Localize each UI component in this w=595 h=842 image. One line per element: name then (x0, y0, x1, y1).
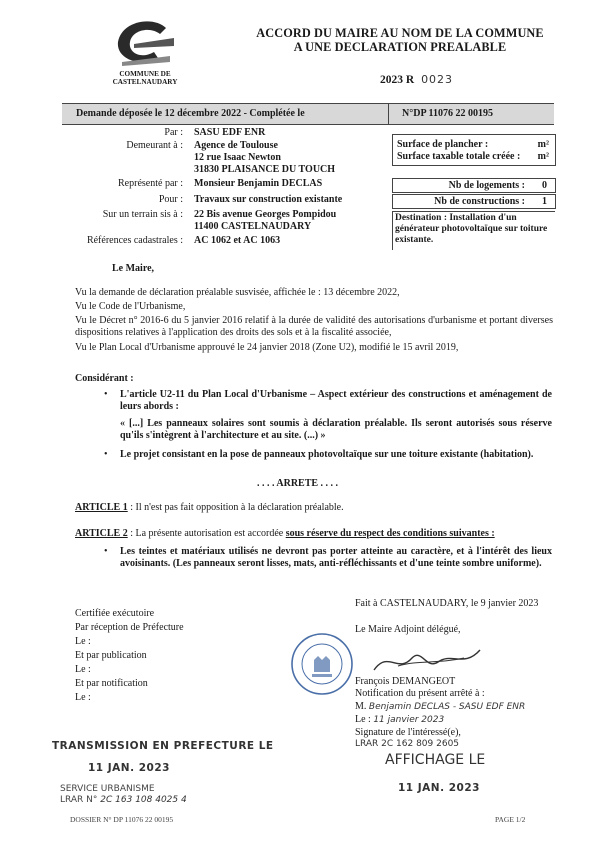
vu-decret: Vu le Décret n° 2016-6 du 5 janvier 2016 relatif à la durée de validité des autorisations d'urbanisme et portant diverses dispositions relatives à l'application des droits des sols et à la fiscalité associée, (75, 315, 553, 338)
constructions-label: Nb de constructions : (434, 196, 525, 207)
title-line1: ACCORD DU MAIRE AU NOM DE LA COMMUNE (256, 26, 544, 40)
certifie-executoire: Certifiée exécutoire (75, 608, 155, 619)
arrete-heading: . . . . ARRETE . . . . (256, 478, 339, 489)
article-2-title: ARTICLE 2 (75, 528, 128, 539)
ref-handwritten: 0023 (421, 73, 454, 86)
constructions-value: 1 (542, 196, 547, 207)
article-2-text: : La présente autorisation est accordée (127, 528, 286, 539)
cadastre-label: Références cadastrales : (86, 235, 183, 246)
et-par-notification: Et par notification (75, 678, 148, 689)
lrar-handwritten: LRAR 2C 162 809 2605 (355, 739, 460, 749)
service-urbanisme: SERVICE URBANISME (60, 784, 155, 794)
surface-taxable-label: Surface taxable totale créée : (397, 151, 521, 162)
terrain-line-1: 22 Bis avenue Georges Pompidou (194, 209, 337, 220)
bullet-2: • (104, 449, 108, 460)
demande-date: Demande déposée le 12 décembre 2022 - Complétée le (76, 108, 305, 119)
le-notification: Le : (75, 692, 91, 703)
considerant-title: Considérant : (75, 373, 134, 384)
logo-caption (110, 70, 180, 86)
surface-taxable-unit: m² (537, 151, 549, 162)
logements-label: Nb de logements : (448, 180, 525, 191)
m-handwritten: Benjamin DECLAS - SASU EDF ENR (368, 702, 526, 712)
maire-adjoint: Le Maire Adjoint délégué, (355, 624, 461, 635)
considerant-2: Le projet consistant en la pose de panneaux photovoltaïque sur une toiture existante (habitation). (120, 449, 534, 460)
band-divider (388, 104, 389, 124)
par-value: SASU EDF ENR (194, 127, 266, 138)
lrar-service (60, 795, 187, 805)
lrar-service-handwritten: 2C 163 108 4025 4 (100, 795, 187, 805)
signature-interesse: Signature de l'intéressé(e), (355, 727, 461, 738)
notification-m (355, 701, 525, 713)
le-handwritten: 11 janvier 2023 (373, 715, 445, 725)
le-label: Le : (355, 714, 371, 725)
pour-label: Pour : (158, 194, 183, 205)
page-number: PAGE 1/2 (495, 815, 526, 824)
demeurant-line-3: 31830 PLAISANCE DU TOUCH (194, 164, 336, 175)
ref-prefix: 2023 R (380, 74, 415, 86)
represente-label: Représenté par : (118, 178, 183, 189)
dossier-number: N°DP 11076 22 00195 (402, 108, 493, 119)
article-2 (75, 528, 553, 540)
m-label: M. (355, 701, 367, 712)
condition-1: Les teintes et matériaux utilisés ne devront pas porter atteinte au caractère, et à l'intérêt des lieux avoisinants. (Les panneaux seront lisses, mats, anti-réfléchissants et d'une teinte sombre uniforme). (120, 546, 552, 569)
mairie-stamp (290, 632, 354, 696)
demeurant-label: Demeurant à : (126, 140, 183, 151)
article-1-title: ARTICLE 1 (75, 502, 128, 513)
notification-label: Notification du présent arrêté à : (355, 688, 485, 699)
bullet-3: • (104, 546, 108, 557)
considerant-1: L'article U2-11 du Plan Local d'Urbanisme – Aspect extérieur des constructions et aménagement de leurs abords : (120, 389, 552, 412)
destination-box: Destination : Installation d'un générateur photovoltaïque sur toiture existante. (392, 211, 555, 250)
demeurant-line-2: 12 rue Isaac Newton (194, 152, 281, 163)
surface-plancher-unit: m² (537, 139, 549, 150)
article-1-text: : Il n'est pas fait opposition à la déclaration préalable. (127, 502, 344, 513)
transmission-prefecture: TRANSMISSION EN PREFECTURE LE (52, 740, 274, 752)
logo-caption-line2: CASTELNAUDARY (112, 78, 178, 86)
affichage-label: AFFICHAGE LE (385, 752, 486, 768)
cadastre-value: AC 1062 et AC 1063 (194, 235, 281, 246)
considerant-1-quote: « [...] Les panneaux solaires sont soumis à déclaration préalable. Ils seront autorisés sous réserve qu'ils s'intègrent à l'architecture et au site. (...) » (120, 418, 552, 441)
fait-a: Fait à CASTELNAUDARY, le 9 janvier 2023 (355, 598, 539, 609)
affichage-date: 11 JAN. 2023 (398, 782, 480, 794)
terrain-label: Sur un terrain sis à : (102, 209, 183, 220)
terrain-line-2: 11400 CASTELNAUDARY (194, 221, 312, 232)
constructions-box (392, 194, 556, 209)
lrar-service-label: LRAR N° (60, 795, 98, 805)
par-reception-prefecture: Par réception de Préfecture (75, 622, 184, 633)
pour-value: Travaux sur construction existante (194, 194, 343, 205)
article-2-conditions: sous réserve du respect des conditions suivantes : (285, 528, 495, 539)
le-publication: Le : (75, 664, 91, 675)
et-par-publication: Et par publication (75, 650, 147, 661)
vu-demande: Vu la demande de déclaration préalable susvisée, affichée le : 13 décembre 2022, (75, 287, 400, 298)
vu-code: Vu le Code de l'Urbanisme, (75, 301, 186, 312)
arrete-reference (380, 73, 453, 86)
title-line2: A UNE DECLARATION PREALABLE (293, 40, 507, 54)
demeurant-line-1: Agence de Toulouse (194, 140, 278, 151)
logo-caption-line1: COMMUNE DE (119, 70, 171, 78)
logements-box (392, 178, 556, 193)
demande-band (62, 104, 554, 125)
logements-value: 0 (542, 180, 547, 191)
par-label: Par : (164, 127, 183, 138)
article-1 (75, 502, 553, 514)
vu-plu: Vu le Plan Local d'Urbanisme approuvé le 24 janvier 2018 (Zone U2), modifié le 15 avril 2019, (75, 342, 459, 353)
transmission-date: 11 JAN. 2023 (88, 762, 170, 774)
notification-le (355, 714, 444, 726)
bullet-1: • (104, 389, 108, 400)
represente-value: Monsieur Benjamin DECLAS (194, 178, 323, 189)
signataire-name: François DEMANGEOT (355, 676, 456, 687)
document-title (240, 26, 560, 54)
le-maire: Le Maire, (112, 263, 155, 274)
surface-box (392, 134, 556, 166)
le-reception: Le : (75, 636, 91, 647)
surface-plancher-label: Surface de plancher : (397, 139, 489, 150)
dossier-footer: DOSSIER N° DP 11076 22 00195 (70, 815, 174, 824)
